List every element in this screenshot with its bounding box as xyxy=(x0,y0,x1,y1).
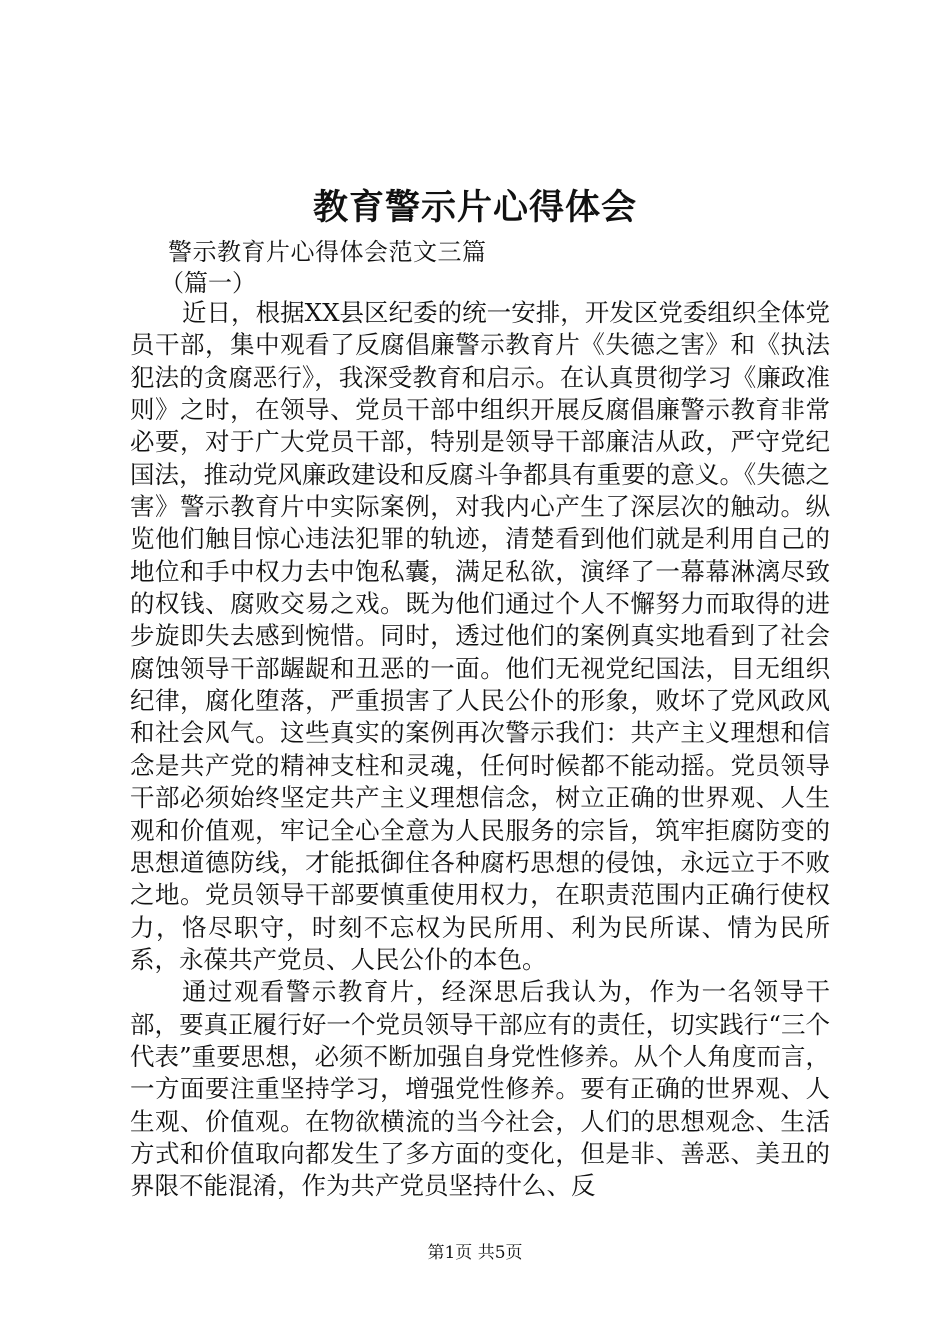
document-title: 教育警示片心得体会 xyxy=(312,187,637,228)
section-label: （篇一） xyxy=(160,269,256,297)
body-paragraph: 近日，根据XX县区纪委的统一安排，开发区党委组织全体党员干部，集中观看了反腐倡廉警示教育片《失德之害》和《执法犯法的贪腐恶行》，我深受教育和启示。在认真贯彻学习《廉政准则》之时，在领导、党员干部中组织开展反腐倡廉警示教育非常必要，对于广大党员干部，特别是领导干部廉洁从政，严守党纪国法，推动党风廉政建设和反腐斗争都具有重要的意义。《失德之害》警示教育片中实际案例，对我内心产生了深层次的触动。纵览他们触目惊心违法犯罪的轨迹，清楚看到他们就是利用自己的地位和手中权力去中饱私囊，满足私欲，演绎了一幕幕淋漓尽致的权钱、腐败交易之戏。既为他们通过个人不懈努力而取得的进步旋即失去感到惋惜。同时，透过他们的案例真实地看到了社会腐蚀领导干部龌龊和丑恶的一面。他们无视党纪国法，目无组织纪律，腐化堕落，严重损害了人民公仆的形象，败坏了党风政风和社会风气。这些真实的案例再次警示我们：共产主义理想和信念是共产党的精神支柱和灵魂，任何时候都不能动摇。党员领导干部必须始终坚定共产主义理想信念，树立正确的世界观、人生观和价值观，牢记全心全意为人民服务的宗旨，筑牢拒腐防变的思想道德防线，才能抵御住各种腐朽思想的侵蚀，永远立于不败之地。党员领导干部要慎重使用权力，在职责范围内正确行使权力，恪尽职守，时刻不忘权为民所用、利为民所谋、情为民所系，永葆共产党员、人民公仆的本色。 xyxy=(130,298,830,974)
body-paragraph: 通过观看警示教育片，经深思后我认为，作为一名领导干部，要真正履行好一个党员领导干部应有的责任，切实践行“三个代表”重要思想，必须不断加强自身党性修养。从个人角度而言，一方面要注重坚持学习，增强党性修养。要有正确的世界观、人生观、价值观。在物欲横流的当今社会，人们的思想观念、生活方式和价值取向都发生了多方面的变化，但是非、善恶、美丑的界限不能混淆，作为共产党员坚持什么、反 xyxy=(130,977,830,1201)
page-footer: 第1页 共5页 xyxy=(427,1243,523,1263)
document-subtitle: 警示教育片心得体会范文三篇 xyxy=(168,238,487,266)
document-body xyxy=(130,297,830,1203)
